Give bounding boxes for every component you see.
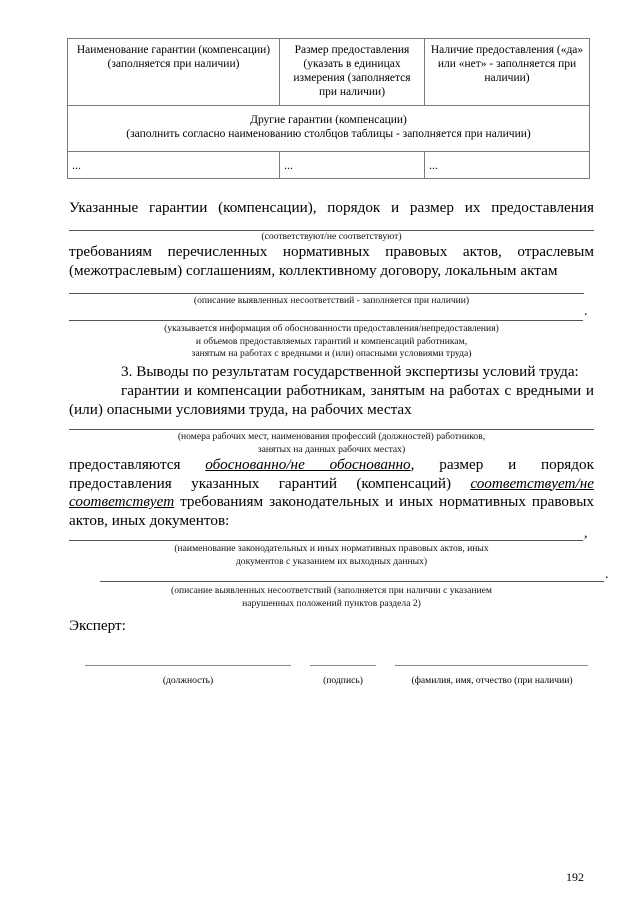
caption-line: документов с указанием их выходных данных) bbox=[235, 555, 428, 567]
header-guarantee-name: Наименование гарантии (компенсации) (заполняется при наличии) bbox=[68, 39, 280, 106]
caption-line: (наименование законодательных и иных нормативных правовых актов, иных bbox=[174, 543, 489, 554]
caption-line: (указывается информация об обоснованности предоставления/непредоставления) bbox=[164, 323, 499, 334]
caption-line: нарушенных положений пунктов раздела 2) bbox=[242, 597, 421, 609]
table-other-row bbox=[68, 106, 590, 152]
section-3-title: 3. Выводы по результатам государственной экспертизы условий труда: bbox=[121, 363, 579, 380]
header-amount: Размер предоставления (указать в единицах измерения (заполняется при наличии) bbox=[280, 39, 425, 106]
caption-full-name: (фамилия, имя, отчество (при наличии) bbox=[411, 675, 573, 686]
caption-line: занятых на данных рабочих местах) bbox=[257, 443, 406, 455]
header-availability: Наличие предоставления («да» или «нет» - заполняется при наличии) bbox=[425, 39, 590, 106]
other-guarantees-note: (заполнить согласно наименованию столбцов таблицы - заполняется при наличии) bbox=[126, 128, 531, 140]
caption-line: и объемов предоставляемых гарантий и компенсаций работникам, bbox=[195, 335, 468, 347]
fill-line bbox=[69, 540, 583, 541]
expert-label: Эксперт: bbox=[69, 617, 126, 634]
other-guarantees-cell bbox=[68, 106, 590, 152]
table-cell: ... bbox=[68, 152, 280, 179]
conformity-choice: соответствует/не соответствует bbox=[69, 474, 594, 510]
name-line bbox=[395, 665, 588, 666]
caption-signature: (подпись) bbox=[323, 675, 363, 686]
section-3-text: гарантии и компенсации работникам, занятым на работах с вредными и (или) опасными условиями труда, на рабочих местах bbox=[69, 382, 594, 418]
period-mark: . bbox=[584, 304, 588, 319]
caption-nonconformity: (описание выявленных несоответствий - заполняется при наличии) bbox=[193, 295, 470, 306]
other-guarantees-title: Другие гарантии (компенсации) bbox=[250, 114, 407, 126]
fill-line bbox=[69, 429, 594, 430]
paragraph-guarantees-line2: требованиям перечисленных нормативных правовых актов, отраслевым (межотраслевым) соглашениям, коллективному договору, локальным актам bbox=[69, 243, 594, 279]
table-header-row bbox=[68, 39, 590, 106]
caption-discrepancies bbox=[69, 585, 594, 610]
justified-choice: обоснованно/не обоснованно bbox=[205, 456, 411, 473]
caption-line: (номера рабочих мест, наименования профессий (должностей) работников, bbox=[177, 431, 486, 442]
caption-position: (должность) bbox=[162, 675, 214, 686]
caption-line: занятым на работах с вредными и (или) опасными условиями труда) bbox=[191, 348, 472, 359]
caption-legal-acts bbox=[69, 543, 594, 568]
paragraph-conclusion bbox=[69, 456, 594, 530]
comma-mark: , bbox=[584, 526, 588, 541]
fill-line bbox=[100, 581, 604, 582]
fill-line bbox=[69, 293, 584, 294]
text-run: требованиям законодательных и иных нормативных правовых актов, иных документов: bbox=[69, 493, 594, 529]
table-row bbox=[68, 152, 590, 179]
table-cell: ... bbox=[425, 152, 590, 179]
table-cell: ... bbox=[280, 152, 425, 179]
caption-workplaces bbox=[69, 431, 594, 456]
position-line bbox=[85, 665, 291, 666]
caption-line: (описание выявленных несоответствий (заполняется при наличии с указанием bbox=[171, 585, 492, 596]
page-number: 192 bbox=[566, 870, 584, 884]
fill-line bbox=[69, 320, 583, 321]
paragraph-guarantees-line1: Указанные гарантии (компенсации), порядок и размер их предоставления bbox=[69, 199, 594, 216]
text-run: предоставляются bbox=[69, 456, 206, 473]
guarantees-table bbox=[67, 38, 590, 179]
caption-conformity: (соответствуют/не соответствуют) bbox=[261, 231, 402, 242]
signature-line bbox=[310, 665, 376, 666]
period-mark: . bbox=[605, 567, 609, 582]
text-run: , размер и порядок предоставления указанных гарантий (компенсаций) bbox=[69, 456, 594, 492]
caption-justification bbox=[69, 323, 594, 361]
